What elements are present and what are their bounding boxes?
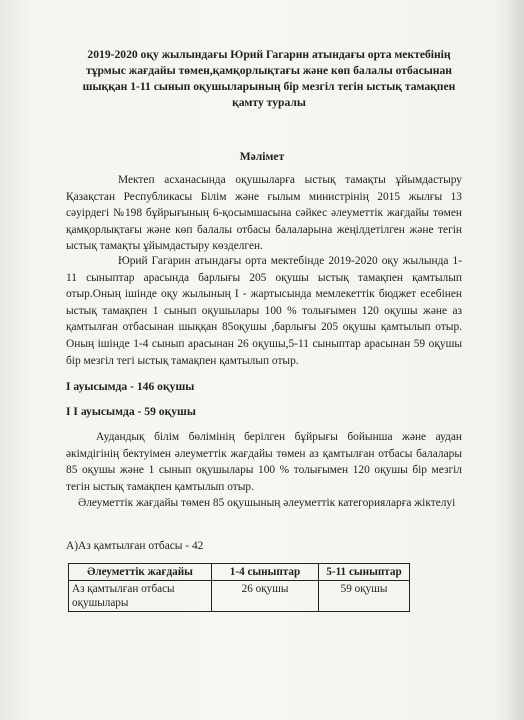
table-cell: 59 оқушы [319, 581, 410, 612]
category-table [68, 563, 410, 612]
paragraph-order: Аудандық білім бөлімінің берілген бұйрығы бойынша және аудан әкімдігінің бектуімен әлеуметтік жағдайы төмен аз қамтылған отбасы балалары 85 оқушы және 1 сынып оқушылары 100 % толығымен 120 оқушы бір мезгіл тегін ыстық тамақпен қамтылып отыр. [66, 431, 462, 493]
page-edge-shadow [506, 0, 524, 720]
paragraph-coverage: Юрий Гагарин атындағы орта мектебінде 2019-2020 оқу жылында 1-11 сыныптар арасында барлығы 205 оқушы ыстық тамақпен қамтылып отыр.Оның ішінде оқу жылының I - жартысында мемлекеттік бюджет есебінен ыстық тамақпен 1 сынып оқушылары 100 % толығымен 120 оқушы және аз қамтылған отбасынан шыққан 85оқушы ,барлығы 205 оқушы қамтылып отыр. Оның ішінде 1-4 сынып арасынан 26 оқушы,5-11 сыныптар арасынан 59 оқушы бір мезгіл тегі ыстық тамақпен қамтылып отыр. [66, 255, 462, 367]
paragraph-intro: Мектеп асханасында оқушыларға ыстық тамақты ұйымдастыру Қазақстан Республикасы Білім және ғылым министрінің 2015 жылғы 13 сәуірдегі №198 бұйрығының 6-қосымшасына сәйкес әлеуметтік жағдайы төмен қамқорлықтағы және көп балалы отбасы балаларына жеңілдетілген және тегін ыстық тамақты ұйымдастыру көзделген. [66, 174, 462, 253]
document-title [74, 47, 464, 111]
table-cell: Аз қамтылған отбасы оқушылары [69, 581, 212, 612]
table-header: 1-4 сыныптар [212, 564, 319, 581]
title-line: тұрмыс жағдайы төмен,қамқорлықтағы және көп балалы отбасынан [86, 64, 452, 77]
section-heading: Мәлімет [239, 150, 285, 163]
table-row [69, 581, 410, 612]
table-header: Әлеуметтік жағдайы [69, 564, 212, 581]
table-header: 5-11 сыныптар [319, 564, 410, 581]
table-cell: 26 оқушы [212, 581, 319, 612]
shift-one-count: I ауысымда - 146 оқушы [66, 380, 195, 393]
title-line: 2019-2020 оқу жылындағы Юрий Гагарин атындағы орта мектебінің [87, 48, 451, 61]
table-header-row [69, 564, 410, 581]
shift-two-count: I I ауысымда - 59 оқушы [66, 405, 196, 418]
category-a-line: А)Аз қамтылған отбасы - 42 [66, 540, 204, 552]
title-line: қамту туралы [232, 96, 306, 109]
title-line: шыққан 1-11 сынып оқушыларының бір мезгіл тегін ыстық тамақпен [82, 80, 456, 93]
paragraph-categories: Әлеуметтік жағдайы төмен 85 оқушының әлеуметтік категорияларға жіктелуі [78, 497, 456, 509]
